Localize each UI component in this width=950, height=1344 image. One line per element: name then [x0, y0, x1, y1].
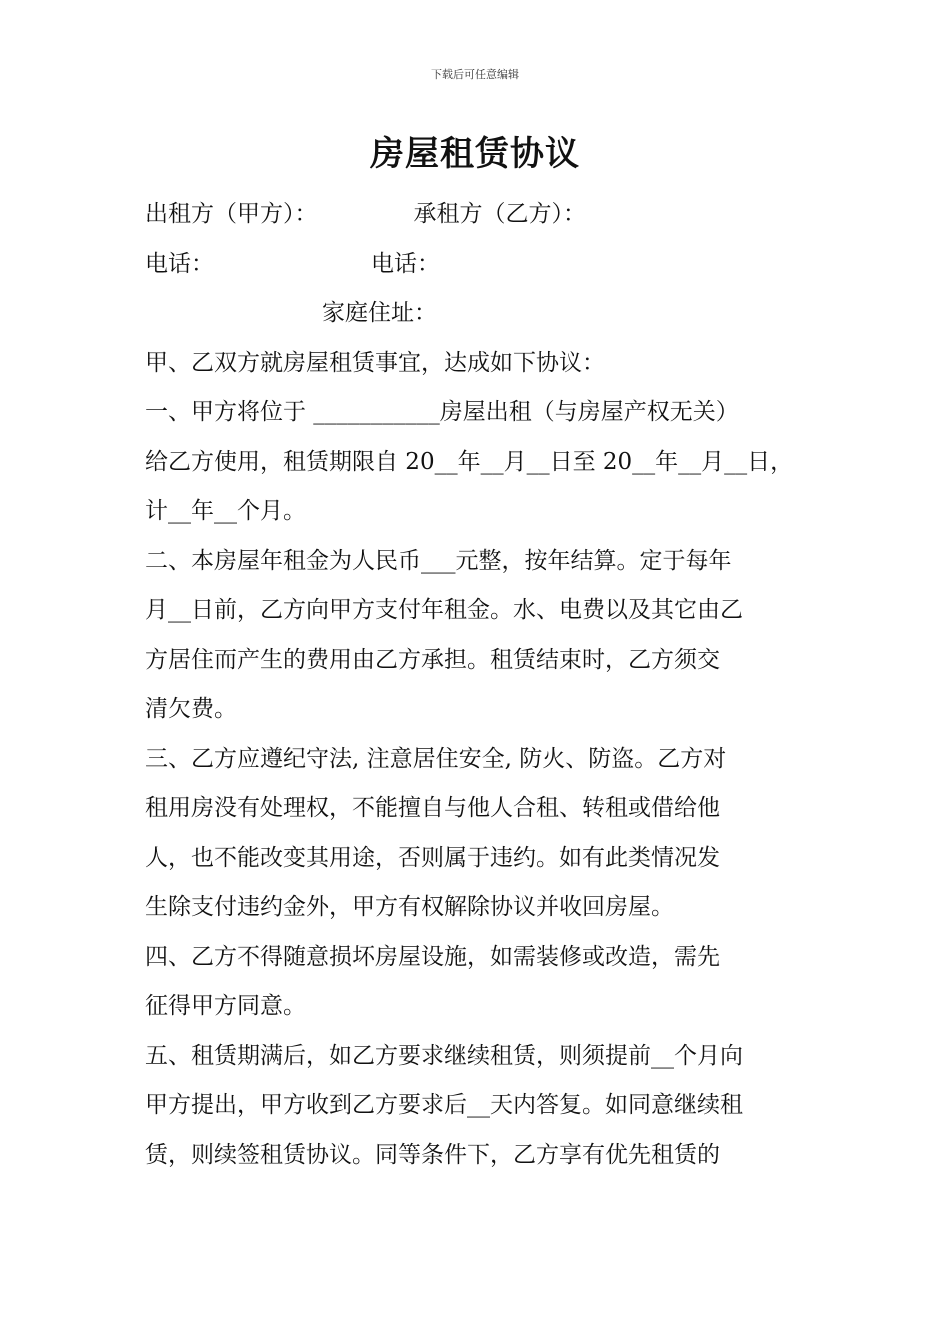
text-line: 五、租赁期满后，如乙方要求继续租赁，则须提前__个月向 — [145, 1042, 743, 1069]
text-line: 二、本房屋年租金为人民币___元整，按年结算。定于每年 — [145, 547, 732, 574]
lessor-phone-label: 电话： — [145, 250, 214, 277]
lessee-label: 承租方（乙方）： — [413, 201, 586, 227]
address-line — [145, 289, 810, 339]
text-line: 三、乙方应遵纪守法, 注意居住安全, 防火、防盗。乙方对 — [145, 745, 727, 772]
text-line: 月__日前，乙方向甲方支付年租金。水、电费以及其它由乙 — [145, 597, 743, 623]
text-line: 计__年__个月。 — [145, 498, 306, 524]
text-line: 给乙方使用，租赁期限自 20__年__月__日至 20__年__月__日， — [145, 448, 794, 475]
text-line: 甲、乙双方就房屋租赁事宜，达成如下协议： — [145, 349, 605, 376]
lessor-label: 出租方（甲方）： — [145, 201, 318, 227]
text-line: 清欠费。 — [145, 696, 237, 722]
text-line: 一、甲方将位于 ___________房屋出租（与房屋产权无关） — [145, 399, 739, 425]
text-line: 人，也不能改变其用途，否则属于违约。如有此类情况发 — [145, 844, 720, 871]
text-line: 赁，则续签租赁协议。同等条件下，乙方享有优先租赁的 — [145, 1141, 720, 1168]
text-line: 甲方提出，甲方收到乙方要求后__天内答复。如同意继续租 — [145, 1092, 743, 1118]
phone-line — [145, 240, 810, 290]
text-line: 租用房没有处理权，不能擅自与他人合租、转租或借给他 — [145, 795, 720, 821]
document-title: 房屋租赁协议 — [370, 134, 580, 174]
text-line: 生除支付违约金外，甲方有权解除协议并收回房屋。 — [145, 894, 674, 920]
text-line: 征得甲方同意。 — [145, 993, 306, 1019]
document-body — [145, 190, 810, 1180]
party-line — [145, 190, 810, 240]
lessee-phone-label: 电话： — [371, 250, 440, 277]
text-line: 方居住而产生的费用由乙方承担。租赁结束时，乙方须交 — [145, 646, 720, 673]
text-line: 四、乙方不得随意损坏房屋设施，如需装修或改造，需先 — [145, 943, 720, 970]
header-note: 下载后可任意编辑 — [431, 68, 519, 81]
home-address-label: 家庭住址： — [322, 300, 437, 326]
